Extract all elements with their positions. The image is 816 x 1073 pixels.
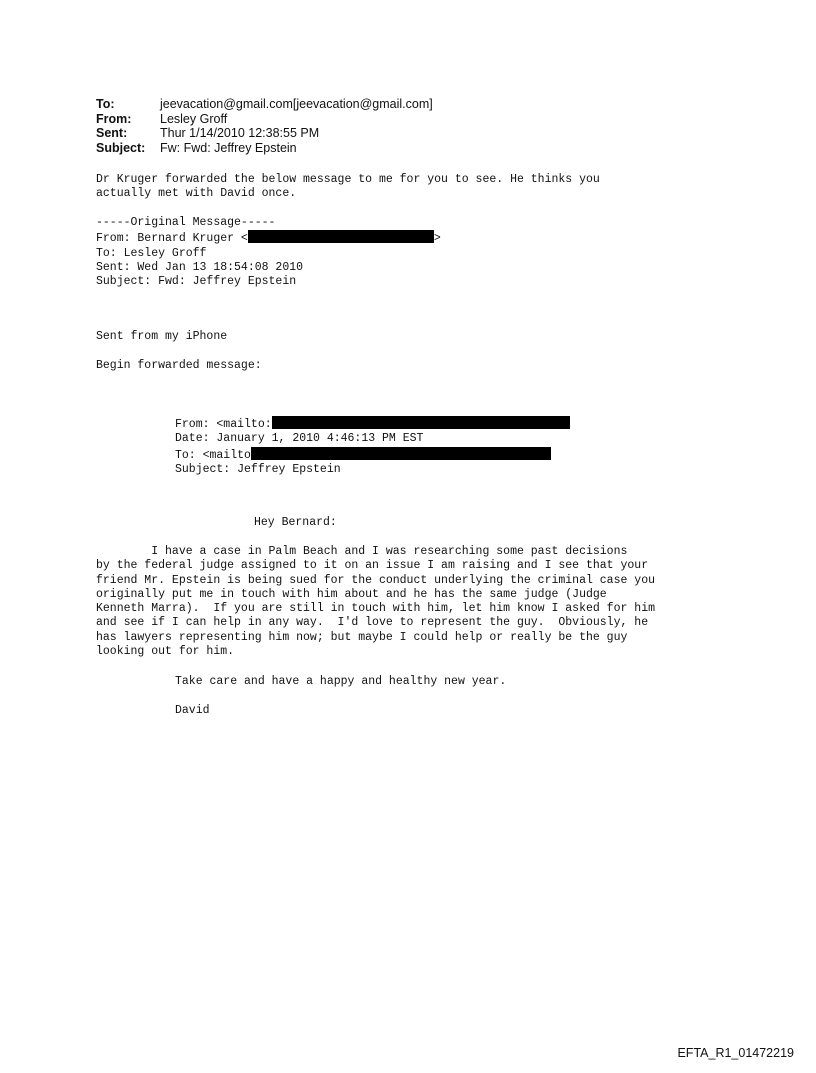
intro-line: Dr Kruger forwarded the below message to me for you to see. He thinks you — [96, 173, 600, 186]
email-header — [96, 97, 433, 155]
forwarded-to-text: To: <mailto — [175, 448, 251, 462]
original-sent-line: Sent: Wed Jan 13 18:54:08 2010 — [96, 260, 304, 274]
from-label: From: — [96, 111, 132, 126]
redaction-bar — [248, 230, 434, 243]
forwarded-date-line: Date: January 1, 2010 4:46:13 PM EST — [175, 432, 424, 446]
intro-line: actually met with David once. — [96, 187, 297, 201]
forwarded-to-line — [175, 447, 570, 463]
redaction-bar — [272, 416, 570, 429]
original-from-suffix: > — [433, 232, 441, 246]
header-sent-row — [96, 126, 433, 141]
subject-value: Fw: Fwd: Jeffrey Epstein — [160, 140, 297, 155]
letter-body-line: Kenneth Marra). If you are still in touch with him, let him know I asked for him — [96, 602, 655, 616]
original-from-line — [96, 230, 441, 246]
header-from-row — [96, 112, 433, 127]
letter-body-line: looking out for him. — [96, 645, 235, 659]
header-subject-row — [96, 141, 433, 156]
redaction-bar — [251, 447, 551, 460]
sent-label: Sent: — [96, 126, 128, 140]
letter-greeting: Hey Bernard: — [254, 516, 337, 529]
letter-body — [96, 545, 655, 659]
original-message-block — [96, 216, 441, 289]
to-label: To: — [96, 97, 115, 111]
forwarded-from-line — [175, 416, 570, 432]
to-value: jeevacation@gmail.com[jeevacation@gmail.com] — [160, 97, 433, 111]
from-value: Lesley Groff — [160, 111, 228, 126]
forwarded-subject-line: Subject: Jeffrey Epstein — [175, 462, 341, 476]
letter-closing: Take care and have a happy and healthy new year. — [175, 675, 507, 688]
letter-body-line: has lawyers representing him now; but maybe I could help or really be the guy — [96, 630, 628, 644]
original-from-text: From: Bernard Kruger < — [96, 232, 248, 246]
letter-body-line: by the federal judge assigned to it on an issue I am raising and I see that your — [96, 559, 649, 573]
original-subject-line: Subject: Fwd: Jeffrey Epstein — [96, 275, 297, 289]
iphone-note: Sent from my iPhone — [96, 330, 228, 343]
subject-label: Subject: — [96, 140, 146, 155]
letter-body-line: originally put me in touch with him about and he has the same judge (Judge — [96, 587, 607, 601]
sent-value: Thur 1/14/2010 12:38:55 PM — [160, 126, 320, 140]
forwarded-from-text: From: <mailto: — [175, 418, 272, 431]
header-to-row — [96, 97, 433, 112]
letter-body-line: I have a case in Palm Beach and I was researching some past decisions — [96, 545, 628, 558]
letter-body-line: and see if I can help in any way. I'd love to represent the guy. Obviously, he — [96, 616, 649, 630]
original-divider: -----Original Message----- — [96, 216, 276, 229]
letter-signature: David — [175, 704, 210, 717]
intro-paragraph — [96, 173, 600, 202]
letter-body-line: friend Mr. Epstein is being sued for the conduct underlying the criminal case you — [96, 573, 655, 587]
forwarded-header-block — [175, 416, 570, 477]
document-id: EFTA_R1_01472219 — [677, 1046, 794, 1060]
original-to-line: To: Lesley Groff — [96, 246, 207, 260]
begin-forwarded: Begin forwarded message: — [96, 359, 262, 372]
